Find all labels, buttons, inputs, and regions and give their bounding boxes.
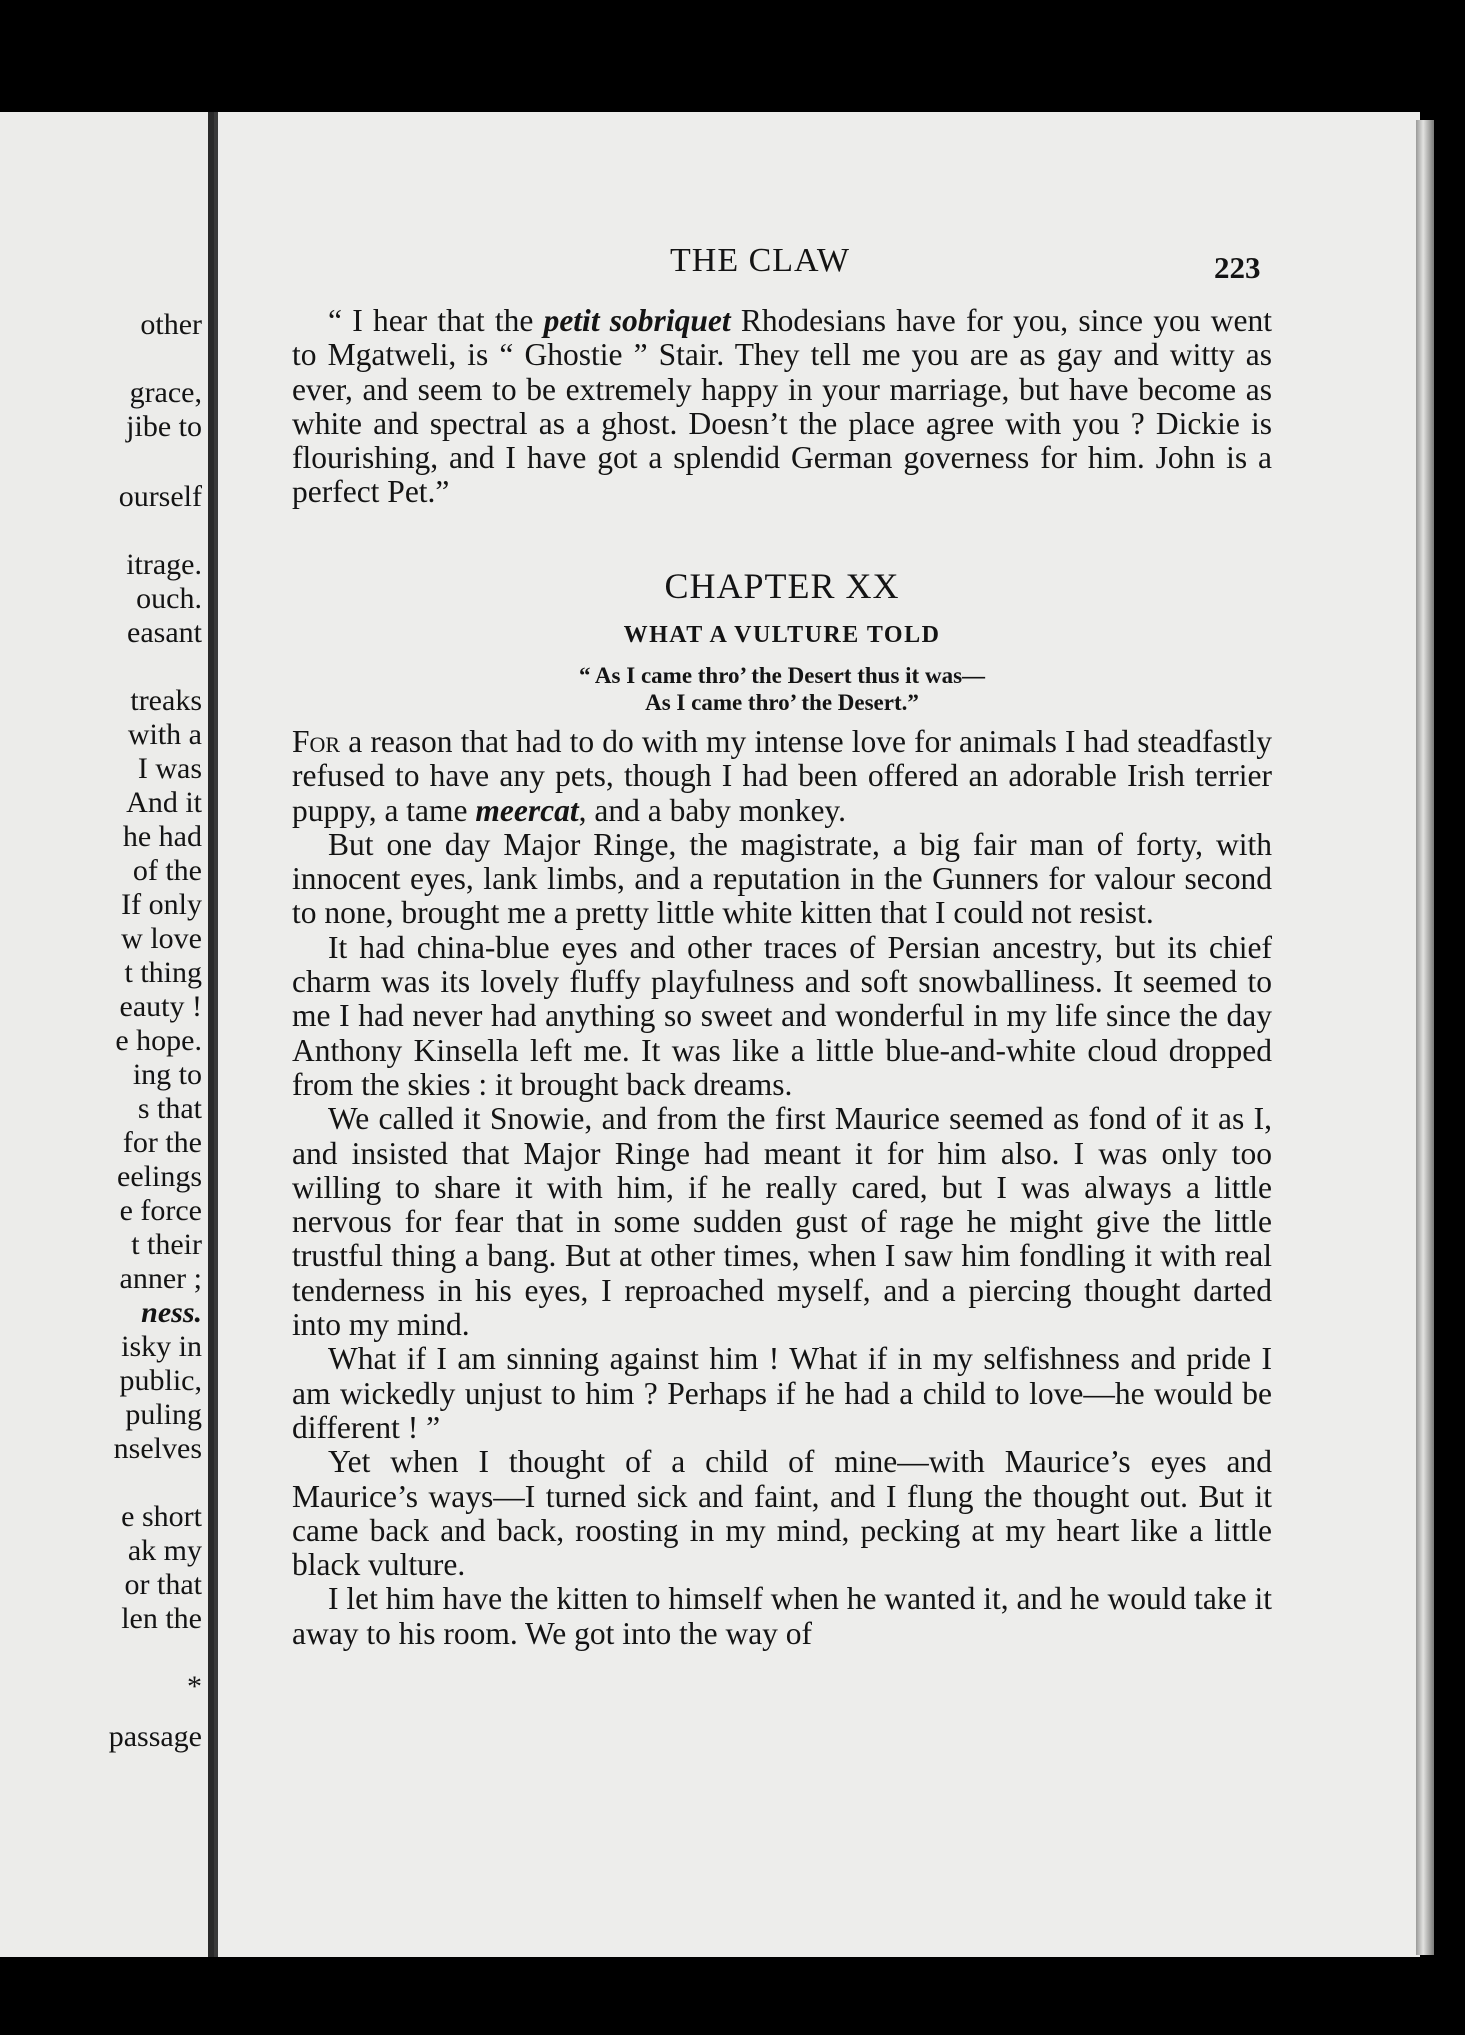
left-page-line: s that [137, 1092, 202, 1125]
left-page-line: puling [125, 1398, 202, 1431]
left-page-line: passage [108, 1720, 202, 1753]
italic-phrase: petit sobriquet [543, 303, 731, 338]
left-page-line: grace, [129, 376, 202, 409]
left-page-line: e hope. [115, 1024, 202, 1057]
chapter-title: CHAPTER XX [664, 566, 900, 606]
page-number: 223 [1214, 250, 1261, 285]
left-page-line: he had [122, 820, 202, 853]
left-page [0, 112, 214, 1957]
epigraph [292, 662, 1272, 716]
chapter-subtitle: WHAT A VULTURE TOLD [623, 622, 941, 648]
left-page-line: eelings [117, 1160, 202, 1193]
left-page-line: ness. [141, 1296, 202, 1329]
running-header: THE CLAW [670, 242, 850, 279]
left-page-line: other [140, 308, 202, 341]
letter-excerpt [292, 304, 1272, 510]
left-page-line: t their [131, 1228, 202, 1261]
left-page-line: e force [119, 1194, 202, 1227]
chapter-body [292, 725, 1272, 1651]
left-page-line: ing to [132, 1058, 202, 1091]
page-edge [1416, 120, 1434, 1955]
epigraph-line: “ As I came thro’ the Desert thus it was— [578, 663, 986, 688]
left-page-line: or that [124, 1568, 202, 1601]
left-page-line: nselves [113, 1432, 202, 1465]
body-paragraph: It had china-blue eyes and other traces of Persian ancestry, but its chief charm was its lovely fluffy playfulness and soft snowballiness. It seemed to me I had never had anything so sweet and wonderful in my life since the day Anthony Kinsella left me. It was like a little blue-and-white cloud dropped from the skies : it brought back dreams. [292, 929, 1272, 1102]
left-page-line: If only [121, 888, 202, 921]
body-paragraph: What if I am sinning against him ! What if in my selfishness and pride I am wickedly unjust to him ? Perhaps if he had a child to love—he would be different ! ” [292, 1341, 1272, 1445]
left-page-line: len the [121, 1602, 202, 1635]
body-paragraph: For a reason that had to do with my intense love for animals I had steadfastly refused to have any pets, though I had been offered an adorable Irish terrier puppy, a tame meercat, and a baby monkey. [292, 724, 1272, 828]
body-paragraph: Yet when I thought of a child of mine—with Maurice’s eyes and Maurice’s ways—I turned sick and faint, and I flung the thought out. But it came back and back, roosting in my mind, pecking at my heart like a little black vulture. [292, 1444, 1272, 1583]
left-page-line: easant [127, 616, 202, 649]
left-page-line: jibe to [126, 410, 202, 443]
left-page-line: t thing [124, 956, 202, 989]
left-page-line: ourself [118, 480, 202, 513]
left-page-line: e short [121, 1500, 202, 1533]
body-paragraph: But one day Major Ringe, the magistrate, a big fair man of forty, with innocent eyes, lank limbs, and a reputation in the Gunners for valour second to none, brought me a pretty little white kitten that I could not resist. [292, 826, 1272, 931]
italic-word: meercat [475, 792, 579, 828]
left-page-line: public, [119, 1364, 202, 1397]
left-page-line: And it [126, 786, 202, 819]
body-paragraph: We called it Snowie, and from the first Maurice seemed as fond of it as I, and insisted that Major Ringe had meant it for him also. I was only too willing to share it with him, if he really cared, but I was always a little nervous for fear that in some sudden gust of rage he might give the little trustful thing a bang. But at other times, when I saw him fondling it with real tenderness in his eyes, I reproached myself, and a piercing thought darted into my mind. [292, 1101, 1272, 1343]
left-page-line: itrage. [126, 548, 202, 581]
left-page-line: * [187, 1670, 202, 1703]
left-page-line: anner ; [119, 1262, 202, 1295]
letter-paragraph: “ I hear that the petit sobriquet Rhodesians have for you, since you went to Mgatweli, is “ Ghostie ” Stair. They tell me you are as gay and witty as ever, and seem to be extremely happy in your marriage, but have become as white and spectral as a ghost. Doesn’t the place agree with you ? Dickie is flourishing, and I have got a splendid German governess for him. John is a perfect Pet.” [292, 303, 1272, 510]
left-page-line: w love [121, 922, 202, 955]
epigraph-line: As I came thro’ the Desert.” [645, 690, 919, 715]
left-page-line: eauty ! [119, 990, 202, 1023]
opening-word: For [292, 724, 341, 759]
left-page-line: of the [132, 854, 202, 887]
left-page-line: isky in [121, 1330, 202, 1363]
left-page-line: for the [122, 1126, 202, 1159]
left-page-line: I was [137, 752, 202, 785]
left-page-line: ouch. [136, 582, 202, 615]
left-page-line: with a [127, 718, 202, 751]
left-page-line: ak my [127, 1534, 202, 1567]
left-page-line: treaks [130, 684, 202, 717]
body-paragraph: I let him have the kitten to himself when he wanted it, and he would take it away to his room. We got into the way of [292, 1581, 1272, 1651]
